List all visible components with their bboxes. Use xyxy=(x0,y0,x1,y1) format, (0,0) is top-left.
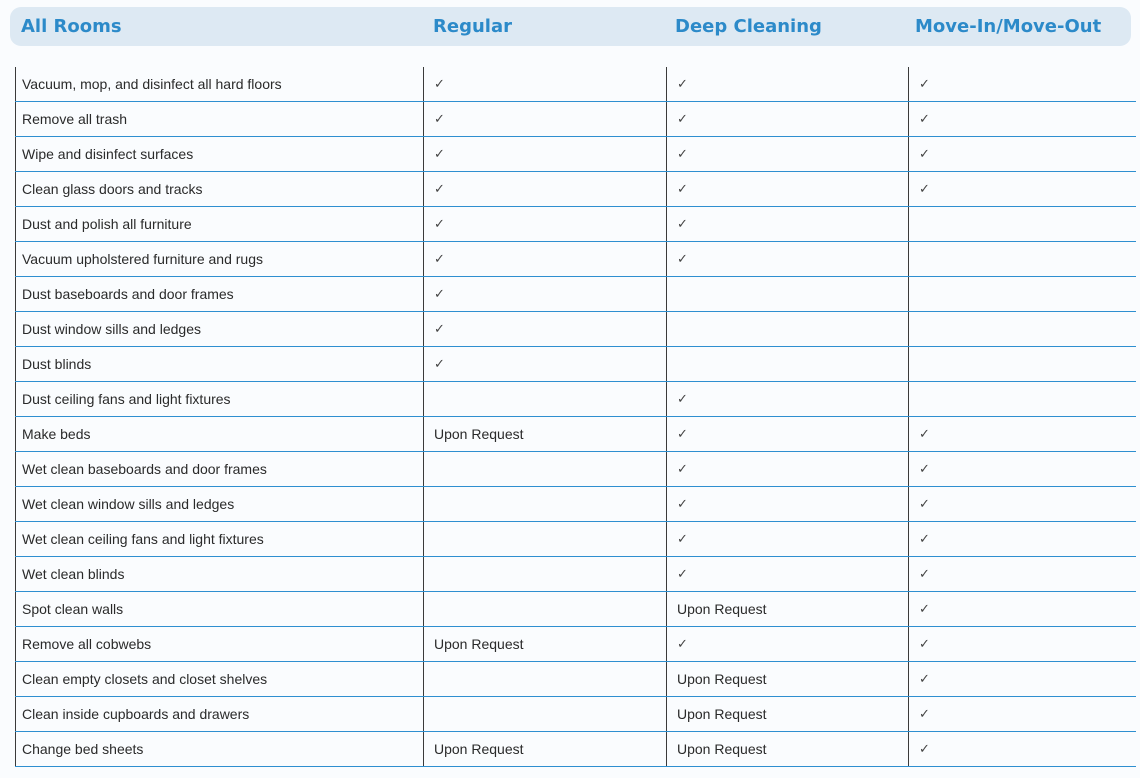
checkmark-icon: ✓ xyxy=(919,531,930,546)
checkmark-icon: ✓ xyxy=(434,286,445,301)
table-row xyxy=(15,172,1136,207)
table-row xyxy=(15,627,1136,662)
task-cell: Remove all trash xyxy=(22,111,128,127)
table-row xyxy=(15,522,1136,557)
checkmark-icon: ✓ xyxy=(434,76,445,91)
checkmark-icon: ✓ xyxy=(677,251,688,266)
task-cell: Wet clean ceiling fans and light fixtures xyxy=(22,531,264,547)
table-row xyxy=(15,662,1136,697)
task-cell: Dust ceiling fans and light fixtures xyxy=(22,391,231,407)
checkmark-icon: ✓ xyxy=(677,531,688,546)
table-row xyxy=(15,417,1136,452)
checkmark-icon: ✓ xyxy=(677,426,688,441)
task-cell: Spot clean walls xyxy=(22,601,124,617)
task-cell: Clean glass doors and tracks xyxy=(22,181,203,197)
table-row xyxy=(15,242,1136,277)
task-cell: Dust baseboards and door frames xyxy=(22,286,234,302)
checkmark-icon: ✓ xyxy=(919,601,930,616)
checkmark-icon: ✓ xyxy=(919,671,930,686)
table-row xyxy=(15,487,1136,522)
task-cell: Vacuum, mop, and disinfect all hard floors xyxy=(22,76,282,92)
table-row xyxy=(15,67,1136,102)
header-regular: Regular xyxy=(433,16,512,37)
checkmark-icon: ✓ xyxy=(677,216,688,231)
header-deep-cleaning: Deep Cleaning xyxy=(675,16,822,37)
table-row xyxy=(15,382,1136,417)
table-row xyxy=(15,137,1136,172)
table-row xyxy=(15,732,1136,767)
checkmark-icon: ✓ xyxy=(919,426,930,441)
regular-cell: Upon Request xyxy=(434,426,524,442)
checkmark-icon: ✓ xyxy=(434,146,445,161)
task-cell: Clean inside cupboards and drawers xyxy=(22,706,250,722)
task-cell: Wipe and disinfect surfaces xyxy=(22,146,194,162)
table-row xyxy=(15,592,1136,627)
checkmark-icon: ✓ xyxy=(919,76,930,91)
checkmark-icon: ✓ xyxy=(677,496,688,511)
checkmark-icon: ✓ xyxy=(677,461,688,476)
checkmark-icon: ✓ xyxy=(677,76,688,91)
task-cell: Dust and polish all furniture xyxy=(22,216,192,232)
checkmark-icon: ✓ xyxy=(919,111,930,126)
checkmark-icon: ✓ xyxy=(919,146,930,161)
header-all-rooms: All Rooms xyxy=(21,16,122,37)
task-cell: Make beds xyxy=(22,426,91,442)
checkmark-icon: ✓ xyxy=(677,146,688,161)
task-cell: Dust blinds xyxy=(22,356,92,372)
table-row xyxy=(15,697,1136,732)
checkmark-icon: ✓ xyxy=(677,391,688,406)
checkmark-icon: ✓ xyxy=(919,706,930,721)
cleaning-checklist-table xyxy=(15,67,1136,767)
checkmark-icon: ✓ xyxy=(434,181,445,196)
table-row xyxy=(15,102,1136,137)
deep-cleaning-cell: Upon Request xyxy=(677,601,767,617)
checkmark-icon: ✓ xyxy=(434,356,445,371)
task-cell: Wet clean window sills and ledges xyxy=(22,496,235,512)
task-cell: Remove all cobwebs xyxy=(22,636,152,652)
checkmark-icon: ✓ xyxy=(677,566,688,581)
table-row xyxy=(15,452,1136,487)
deep-cleaning-cell: Upon Request xyxy=(677,706,767,722)
header-move-in-move-out: Move-In/Move-Out xyxy=(915,16,1102,37)
table-row xyxy=(15,207,1136,242)
task-cell: Dust window sills and ledges xyxy=(22,321,201,337)
task-cell: Change bed sheets xyxy=(22,741,144,757)
table-header xyxy=(10,7,1131,46)
table-row xyxy=(15,277,1136,312)
table-row xyxy=(15,347,1136,382)
checkmark-icon: ✓ xyxy=(919,636,930,651)
deep-cleaning-cell: Upon Request xyxy=(677,671,767,687)
checkmark-icon: ✓ xyxy=(434,216,445,231)
checkmark-icon: ✓ xyxy=(677,181,688,196)
checkmark-icon: ✓ xyxy=(919,496,930,511)
task-cell: Wet clean baseboards and door frames xyxy=(22,461,267,477)
regular-cell: Upon Request xyxy=(434,741,524,757)
checkmark-icon: ✓ xyxy=(434,251,445,266)
table-row xyxy=(15,312,1136,347)
checkmark-icon: ✓ xyxy=(677,636,688,651)
checkmark-icon: ✓ xyxy=(434,321,445,336)
table-row xyxy=(15,557,1136,592)
regular-cell: Upon Request xyxy=(434,636,524,652)
checkmark-icon: ✓ xyxy=(919,461,930,476)
task-cell: Vacuum upholstered furniture and rugs xyxy=(22,251,263,267)
task-cell: Clean empty closets and closet shelves xyxy=(22,671,268,687)
checkmark-icon: ✓ xyxy=(677,111,688,126)
checkmark-icon: ✓ xyxy=(434,111,445,126)
deep-cleaning-cell: Upon Request xyxy=(677,741,767,757)
checkmark-icon: ✓ xyxy=(919,566,930,581)
checkmark-icon: ✓ xyxy=(919,181,930,196)
task-cell: Wet clean blinds xyxy=(22,566,125,582)
checkmark-icon: ✓ xyxy=(919,741,930,756)
